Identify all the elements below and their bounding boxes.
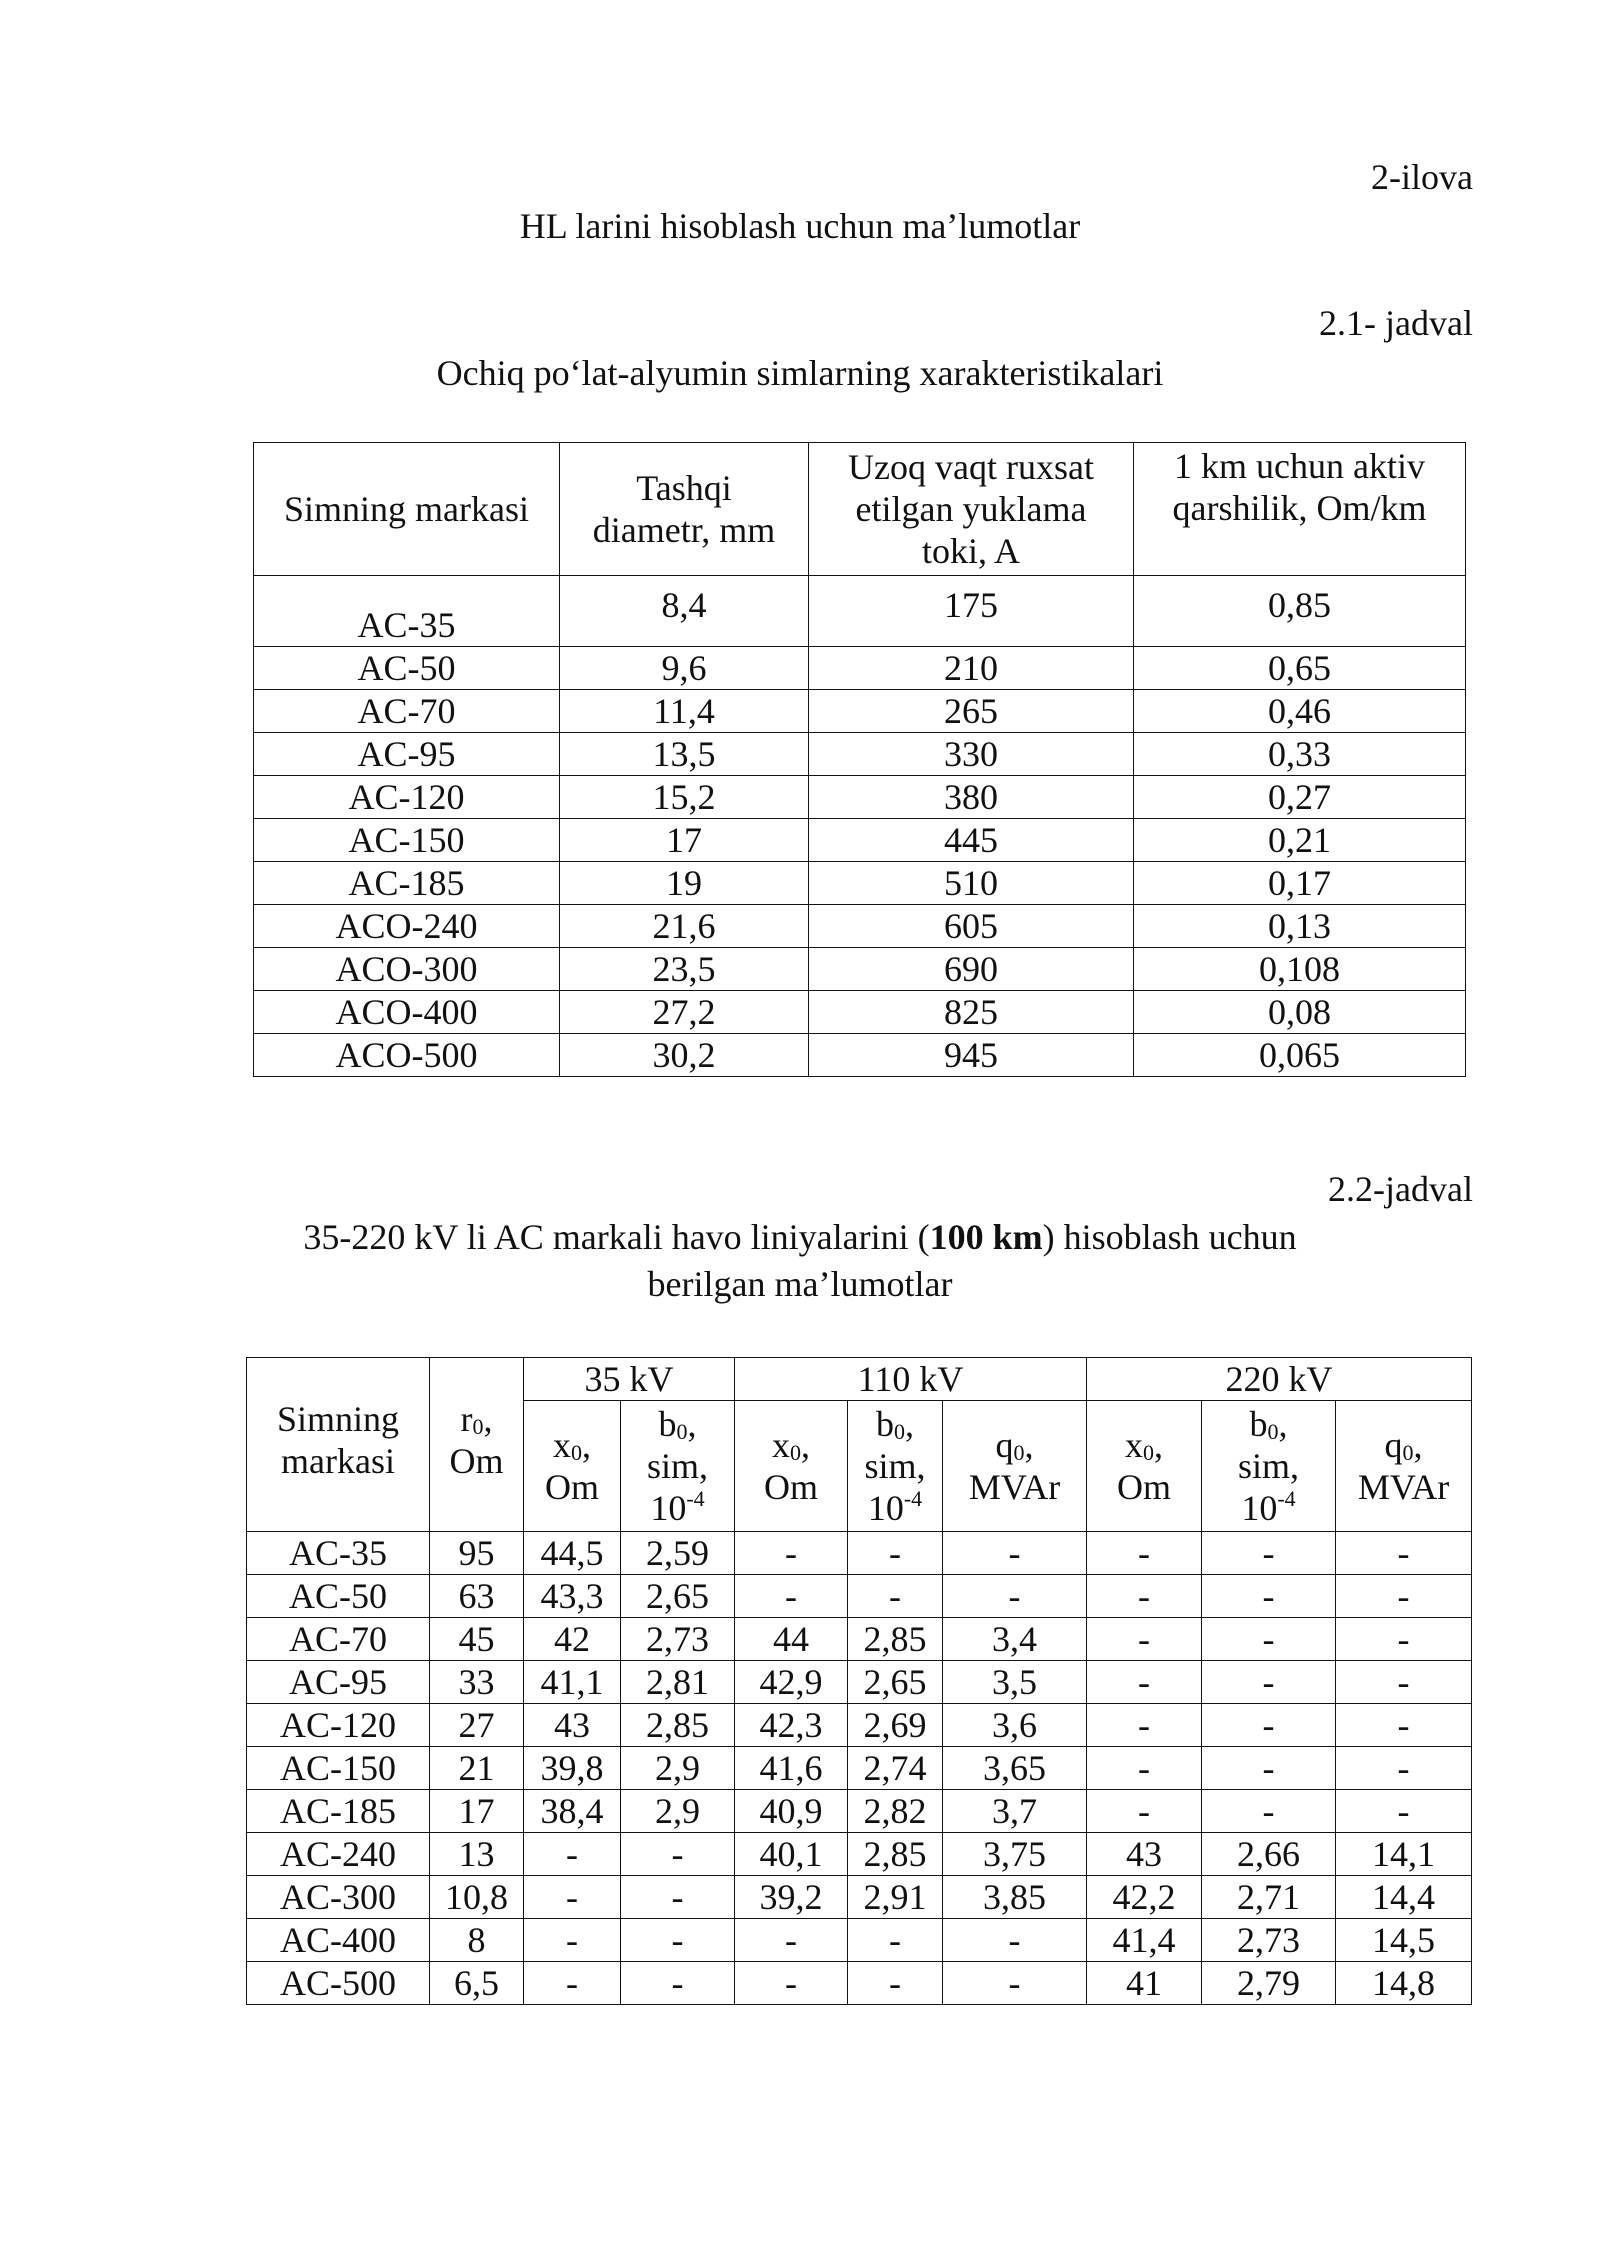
cell-110kv-b0: - bbox=[848, 1919, 943, 1962]
table-row bbox=[254, 991, 1466, 1034]
table-row bbox=[247, 1747, 1472, 1790]
cell-220kv-q0: 14,5 bbox=[1336, 1919, 1472, 1962]
cell-110kv-b0: 2,85 bbox=[848, 1618, 943, 1661]
cell-220kv-x0: - bbox=[1087, 1532, 1202, 1575]
cell-35kv-x0: - bbox=[524, 1833, 621, 1876]
table-row bbox=[254, 1034, 1466, 1077]
cell-220kv-q0: - bbox=[1336, 1618, 1472, 1661]
cell-220kv-q0: - bbox=[1336, 1575, 1472, 1618]
header-line bbox=[621, 1487, 734, 1529]
cell-110kv-b0: 2,69 bbox=[848, 1704, 943, 1747]
cell-r0: 8 bbox=[430, 1919, 524, 1962]
line-parameters-table bbox=[246, 1357, 1472, 2005]
cell-wire-mark: AC-120 bbox=[254, 776, 560, 819]
cell-220kv-b0: 2,66 bbox=[1202, 1833, 1336, 1876]
cell-allowed-current: 380 bbox=[809, 776, 1134, 819]
header-35kv: 35 kV bbox=[524, 1358, 735, 1401]
cell-r0: 21 bbox=[430, 1747, 524, 1790]
cell-r0: 17 bbox=[430, 1790, 524, 1833]
table-row bbox=[247, 1790, 1472, 1833]
cell-110kv-q0: 3,75 bbox=[943, 1833, 1087, 1876]
appendix-label: 2-ilova bbox=[1371, 157, 1473, 197]
cell-110kv-q0: - bbox=[943, 1575, 1087, 1618]
cell-allowed-current: 945 bbox=[809, 1034, 1134, 1077]
cell-wire-mark: AC-150 bbox=[254, 819, 560, 862]
cell-35kv-b0: 2,9 bbox=[621, 1790, 735, 1833]
cell-110kv-x0: - bbox=[735, 1962, 848, 2005]
subscript: 0 bbox=[676, 1419, 688, 1444]
cell-wire-mark: ACO-400 bbox=[254, 991, 560, 1034]
header-line bbox=[430, 1398, 523, 1440]
cell-wire-mark: AC-150 bbox=[247, 1747, 430, 1790]
table-row bbox=[254, 948, 1466, 991]
table1-caption: Ochiq po‘lat-alyumin simlarning xarakteristikalari bbox=[436, 353, 1164, 393]
cell-110kv-b0: 2,85 bbox=[848, 1833, 943, 1876]
cell-allowed-current: 605 bbox=[809, 905, 1134, 948]
cell-wire-mark: AC-240 bbox=[247, 1833, 430, 1876]
comma: , bbox=[1278, 1404, 1288, 1444]
scale-base: 10 bbox=[1241, 1488, 1278, 1528]
cell-active-resistance: 0,33 bbox=[1134, 733, 1466, 776]
cell-outer-diameter: 17 bbox=[560, 819, 809, 862]
cell-110kv-x0: 41,6 bbox=[735, 1747, 848, 1790]
table-row bbox=[247, 1833, 1472, 1876]
cell-35kv-b0: - bbox=[621, 1833, 735, 1876]
cell-wire-mark: ACO-300 bbox=[254, 948, 560, 991]
header-line: Om bbox=[545, 1467, 599, 1507]
subscript: 0 bbox=[790, 1440, 801, 1465]
cell-110kv-q0: 3,6 bbox=[943, 1704, 1087, 1747]
cell-220kv-x0: 42,2 bbox=[1087, 1876, 1202, 1919]
cell-110kv-x0: - bbox=[735, 1532, 848, 1575]
comma: , bbox=[1413, 1425, 1423, 1465]
header-line bbox=[943, 1424, 1086, 1466]
cell-220kv-x0: - bbox=[1087, 1704, 1202, 1747]
cell-110kv-b0: - bbox=[848, 1575, 943, 1618]
header-b0 bbox=[621, 1401, 735, 1532]
subscript: 0 bbox=[1013, 1440, 1025, 1465]
cell-wire-mark: AC-500 bbox=[247, 1962, 430, 2005]
cell-110kv-q0: 3,4 bbox=[943, 1618, 1087, 1661]
cell-35kv-b0: - bbox=[621, 1876, 735, 1919]
cell-110kv-q0: 3,65 bbox=[943, 1747, 1087, 1790]
cell-110kv-b0: 2,91 bbox=[848, 1876, 943, 1919]
cell-220kv-b0: - bbox=[1202, 1747, 1336, 1790]
cell-active-resistance: 0,065 bbox=[1134, 1034, 1466, 1077]
scale-base: 10 bbox=[650, 1488, 687, 1528]
symbol: r bbox=[460, 1399, 473, 1439]
cell-220kv-b0: - bbox=[1202, 1575, 1336, 1618]
cell-220kv-q0: 14,4 bbox=[1336, 1876, 1472, 1919]
cell-outer-diameter: 9,6 bbox=[560, 647, 809, 690]
cell-allowed-current: 175 bbox=[809, 576, 1134, 647]
header-line bbox=[735, 1424, 847, 1466]
header-line bbox=[621, 1403, 734, 1445]
cell-110kv-q0: 3,85 bbox=[943, 1876, 1087, 1919]
cell-active-resistance: 0,65 bbox=[1134, 647, 1466, 690]
cell-35kv-x0: - bbox=[524, 1919, 621, 1962]
table-header-row bbox=[247, 1358, 1472, 1401]
table-row bbox=[254, 819, 1466, 862]
header-line: Uzoq vaqt ruxsat bbox=[848, 447, 1094, 487]
cell-220kv-x0: 41,4 bbox=[1087, 1919, 1202, 1962]
cell-35kv-b0: 2,59 bbox=[621, 1532, 735, 1575]
cell-35kv-x0: 38,4 bbox=[524, 1790, 621, 1833]
cell-220kv-q0: - bbox=[1336, 1747, 1472, 1790]
scale-exponent: -4 bbox=[1277, 1486, 1296, 1511]
table1-label: 2.1- jadval bbox=[1319, 303, 1473, 343]
cell-r0: 95 bbox=[430, 1532, 524, 1575]
header-line bbox=[848, 1403, 942, 1445]
symbol: q bbox=[1384, 1425, 1403, 1465]
subscript: 0 bbox=[1143, 1440, 1155, 1465]
cell-220kv-b0: - bbox=[1202, 1704, 1336, 1747]
header-x0 bbox=[1087, 1401, 1202, 1532]
cell-outer-diameter: 13,5 bbox=[560, 733, 809, 776]
cell-active-resistance: 0,46 bbox=[1134, 690, 1466, 733]
cell-220kv-b0: 2,71 bbox=[1202, 1876, 1336, 1919]
cell-220kv-x0: - bbox=[1087, 1618, 1202, 1661]
cell-220kv-q0: - bbox=[1336, 1790, 1472, 1833]
table2-label: 2.2-jadval bbox=[1328, 1169, 1473, 1209]
cell-wire-mark: AC-185 bbox=[254, 862, 560, 905]
cell-110kv-q0: 3,7 bbox=[943, 1790, 1087, 1833]
cell-allowed-current: 825 bbox=[809, 991, 1134, 1034]
cell-35kv-x0: - bbox=[524, 1962, 621, 2005]
cell-110kv-b0: - bbox=[848, 1532, 943, 1575]
cell-active-resistance: 0,08 bbox=[1134, 991, 1466, 1034]
table-row bbox=[247, 1704, 1472, 1747]
cell-allowed-current: 445 bbox=[809, 819, 1134, 862]
table-row bbox=[247, 1962, 1472, 2005]
cell-wire-mark: AC-95 bbox=[254, 733, 560, 776]
cell-220kv-b0: - bbox=[1202, 1661, 1336, 1704]
cell-wire-mark: AC-70 bbox=[247, 1618, 430, 1661]
header-line: toki, A bbox=[921, 531, 1020, 571]
cell-110kv-b0: 2,74 bbox=[848, 1747, 943, 1790]
cell-35kv-b0: - bbox=[621, 1919, 735, 1962]
symbol: x bbox=[553, 1425, 571, 1465]
header-line: qarshilik, Om/km bbox=[1172, 488, 1427, 528]
header-wire-mark: Simning markasi bbox=[254, 443, 560, 576]
cell-r0: 33 bbox=[430, 1661, 524, 1704]
cell-110kv-x0: - bbox=[735, 1575, 848, 1618]
subscript: 0 bbox=[472, 1414, 484, 1439]
cell-220kv-b0: - bbox=[1202, 1618, 1336, 1661]
cell-220kv-b0: 2,73 bbox=[1202, 1919, 1336, 1962]
header-line: Tashqi bbox=[636, 468, 732, 508]
cell-220kv-q0: - bbox=[1336, 1704, 1472, 1747]
cell-220kv-b0: 2,79 bbox=[1202, 1962, 1336, 2005]
header-line: Simning bbox=[276, 1399, 400, 1439]
cell-110kv-x0: 42,9 bbox=[735, 1661, 848, 1704]
cell-110kv-x0: 42,3 bbox=[735, 1704, 848, 1747]
cell-outer-diameter: 15,2 bbox=[560, 776, 809, 819]
header-x0 bbox=[735, 1401, 848, 1532]
header-r0 bbox=[430, 1358, 524, 1532]
wire-characteristics-table bbox=[253, 442, 1466, 1077]
table-row bbox=[247, 1919, 1472, 1962]
comma: , bbox=[905, 1404, 914, 1444]
cell-wire-mark: AC-400 bbox=[247, 1919, 430, 1962]
caption-text: 35-220 kV li AC markali havo liniyalarini ( bbox=[303, 1217, 930, 1257]
cell-wire-mark: ACO-240 bbox=[254, 905, 560, 948]
header-line bbox=[848, 1487, 942, 1529]
cell-wire-mark: AC-120 bbox=[247, 1704, 430, 1747]
symbol: b bbox=[1249, 1404, 1268, 1444]
cell-110kv-b0: 2,65 bbox=[848, 1661, 943, 1704]
cell-110kv-x0: - bbox=[735, 1919, 848, 1962]
cell-wire-mark: AC-50 bbox=[254, 647, 560, 690]
header-x0 bbox=[524, 1401, 621, 1532]
comma: , bbox=[582, 1425, 591, 1465]
table-row bbox=[254, 733, 1466, 776]
table2-caption bbox=[0, 1216, 1600, 1258]
cell-active-resistance: 0,21 bbox=[1134, 819, 1466, 862]
header-allowed-current bbox=[809, 443, 1134, 576]
header-line bbox=[524, 1424, 620, 1466]
table-row bbox=[247, 1876, 1472, 1919]
cell-220kv-q0: 14,8 bbox=[1336, 1962, 1472, 2005]
header-line: sim, bbox=[864, 1446, 926, 1486]
table-row bbox=[247, 1661, 1472, 1704]
scale-exponent: -4 bbox=[903, 1486, 923, 1511]
cell-110kv-x0: 40,9 bbox=[735, 1790, 848, 1833]
table-row bbox=[254, 776, 1466, 819]
header-line: MVAr bbox=[968, 1467, 1061, 1507]
header-line: diametr, mm bbox=[592, 510, 776, 550]
symbol: x bbox=[1125, 1425, 1144, 1465]
header-active-resistance bbox=[1134, 443, 1466, 576]
cell-35kv-x0: 44,5 bbox=[524, 1532, 621, 1575]
subscript: 0 bbox=[571, 1440, 582, 1465]
cell-wire-mark: AC-35 bbox=[247, 1532, 430, 1575]
header-line: etilgan yuklama bbox=[855, 489, 1087, 529]
cell-wire-mark: AC-50 bbox=[247, 1575, 430, 1618]
cell-35kv-b0: 2,85 bbox=[621, 1704, 735, 1747]
comma: , bbox=[1154, 1425, 1164, 1465]
table-row bbox=[254, 690, 1466, 733]
cell-allowed-current: 690 bbox=[809, 948, 1134, 991]
header-line bbox=[1202, 1403, 1335, 1445]
cell-35kv-x0: - bbox=[524, 1876, 621, 1919]
header-line: Om bbox=[1117, 1467, 1172, 1507]
cell-110kv-x0: 39,2 bbox=[735, 1876, 848, 1919]
comma: , bbox=[801, 1425, 810, 1465]
header-q0 bbox=[943, 1401, 1087, 1532]
cell-outer-diameter: 19 bbox=[560, 862, 809, 905]
table-row bbox=[254, 576, 1466, 647]
cell-wire-mark: AC-70 bbox=[254, 690, 560, 733]
cell-110kv-q0: - bbox=[943, 1532, 1087, 1575]
cell-35kv-b0: 2,73 bbox=[621, 1618, 735, 1661]
document-title: HL larini hisoblash uchun ma’lumotlar bbox=[519, 206, 1081, 246]
header-line: markasi bbox=[281, 1441, 395, 1481]
header-b0 bbox=[1202, 1401, 1336, 1532]
header-220kv: 220 kV bbox=[1087, 1358, 1472, 1401]
cell-wire-mark: AC-300 bbox=[247, 1876, 430, 1919]
cell-220kv-q0: - bbox=[1336, 1532, 1472, 1575]
cell-r0: 45 bbox=[430, 1618, 524, 1661]
table-row bbox=[254, 862, 1466, 905]
cell-220kv-b0: - bbox=[1202, 1790, 1336, 1833]
subscript: 0 bbox=[1402, 1440, 1414, 1465]
header-110kv: 110 kV bbox=[735, 1358, 1087, 1401]
cell-35kv-b0: - bbox=[621, 1962, 735, 2005]
header-line bbox=[1087, 1424, 1201, 1466]
cell-active-resistance: 0,108 bbox=[1134, 948, 1466, 991]
cell-outer-diameter: 30,2 bbox=[560, 1034, 809, 1077]
cell-r0: 10,8 bbox=[430, 1876, 524, 1919]
header-wire-mark bbox=[247, 1358, 430, 1532]
cell-220kv-x0: 41 bbox=[1087, 1962, 1202, 2005]
cell-r0: 27 bbox=[430, 1704, 524, 1747]
header-q0 bbox=[1336, 1401, 1472, 1532]
cell-wire-mark: AC-95 bbox=[247, 1661, 430, 1704]
cell-110kv-q0: 3,5 bbox=[943, 1661, 1087, 1704]
table-row bbox=[254, 647, 1466, 690]
cell-35kv-x0: 43 bbox=[524, 1704, 621, 1747]
cell-35kv-b0: 2,9 bbox=[621, 1747, 735, 1790]
cell-wire-mark: ACO-500 bbox=[254, 1034, 560, 1077]
table-row bbox=[247, 1575, 1472, 1618]
symbol: b bbox=[658, 1404, 677, 1444]
header-line: Om bbox=[764, 1467, 818, 1507]
cell-active-resistance: 0,85 bbox=[1134, 576, 1466, 647]
header-line bbox=[1336, 1424, 1471, 1466]
header-line: Om bbox=[449, 1441, 504, 1481]
cell-r0: 6,5 bbox=[430, 1962, 524, 2005]
header-line: sim, bbox=[1238, 1446, 1300, 1486]
table2-caption-line2: berilgan ma’lumotlar bbox=[647, 1264, 953, 1304]
symbol: q bbox=[995, 1425, 1014, 1465]
cell-110kv-x0: 40,1 bbox=[735, 1833, 848, 1876]
cell-wire-mark: AC-35 bbox=[254, 576, 560, 647]
cell-outer-diameter: 27,2 bbox=[560, 991, 809, 1034]
cell-110kv-b0: 2,82 bbox=[848, 1790, 943, 1833]
cell-r0: 63 bbox=[430, 1575, 524, 1618]
cell-outer-diameter: 23,5 bbox=[560, 948, 809, 991]
comma: , bbox=[687, 1404, 697, 1444]
cell-220kv-x0: 43 bbox=[1087, 1833, 1202, 1876]
header-outer-diameter bbox=[560, 443, 809, 576]
subscript: 0 bbox=[1267, 1419, 1279, 1444]
table-row bbox=[247, 1532, 1472, 1575]
cell-35kv-b0: 2,65 bbox=[621, 1575, 735, 1618]
cell-allowed-current: 265 bbox=[809, 690, 1134, 733]
cell-35kv-b0: 2,81 bbox=[621, 1661, 735, 1704]
cell-220kv-x0: - bbox=[1087, 1661, 1202, 1704]
cell-35kv-x0: 43,3 bbox=[524, 1575, 621, 1618]
cell-220kv-x0: - bbox=[1087, 1747, 1202, 1790]
cell-r0: 13 bbox=[430, 1833, 524, 1876]
header-line bbox=[1202, 1487, 1335, 1529]
caption-text: ) hisoblash uchun bbox=[1042, 1217, 1297, 1257]
cell-allowed-current: 330 bbox=[809, 733, 1134, 776]
cell-220kv-q0: 14,1 bbox=[1336, 1833, 1472, 1876]
symbol: b bbox=[876, 1404, 894, 1444]
symbol: x bbox=[772, 1425, 790, 1465]
cell-outer-diameter: 11,4 bbox=[560, 690, 809, 733]
cell-110kv-q0: - bbox=[943, 1962, 1087, 2005]
header-b0 bbox=[848, 1401, 943, 1532]
comma: , bbox=[483, 1399, 493, 1439]
cell-110kv-q0: - bbox=[943, 1919, 1087, 1962]
table-header-row bbox=[254, 443, 1466, 576]
table-row bbox=[254, 905, 1466, 948]
cell-220kv-b0: - bbox=[1202, 1532, 1336, 1575]
cell-35kv-x0: 41,1 bbox=[524, 1661, 621, 1704]
cell-wire-mark: AC-185 bbox=[247, 1790, 430, 1833]
cell-220kv-x0: - bbox=[1087, 1575, 1202, 1618]
comma: , bbox=[1024, 1425, 1034, 1465]
cell-110kv-x0: 44 bbox=[735, 1618, 848, 1661]
caption-bold-length: 100 km bbox=[929, 1217, 1043, 1257]
scale-exponent: -4 bbox=[686, 1486, 705, 1511]
cell-active-resistance: 0,13 bbox=[1134, 905, 1466, 948]
cell-outer-diameter: 21,6 bbox=[560, 905, 809, 948]
header-line: 1 km uchun aktiv bbox=[1174, 446, 1425, 486]
cell-allowed-current: 510 bbox=[809, 862, 1134, 905]
header-line: sim, bbox=[646, 1446, 708, 1486]
cell-outer-diameter: 8,4 bbox=[560, 576, 809, 647]
subscript: 0 bbox=[894, 1419, 905, 1444]
cell-110kv-b0: - bbox=[848, 1962, 943, 2005]
scale-base: 10 bbox=[867, 1488, 904, 1528]
header-line: MVAr bbox=[1357, 1467, 1450, 1507]
cell-allowed-current: 210 bbox=[809, 647, 1134, 690]
cell-35kv-x0: 42 bbox=[524, 1618, 621, 1661]
cell-active-resistance: 0,17 bbox=[1134, 862, 1466, 905]
cell-active-resistance: 0,27 bbox=[1134, 776, 1466, 819]
cell-220kv-x0: - bbox=[1087, 1790, 1202, 1833]
table-row bbox=[247, 1618, 1472, 1661]
cell-220kv-q0: - bbox=[1336, 1661, 1472, 1704]
cell-35kv-x0: 39,8 bbox=[524, 1747, 621, 1790]
